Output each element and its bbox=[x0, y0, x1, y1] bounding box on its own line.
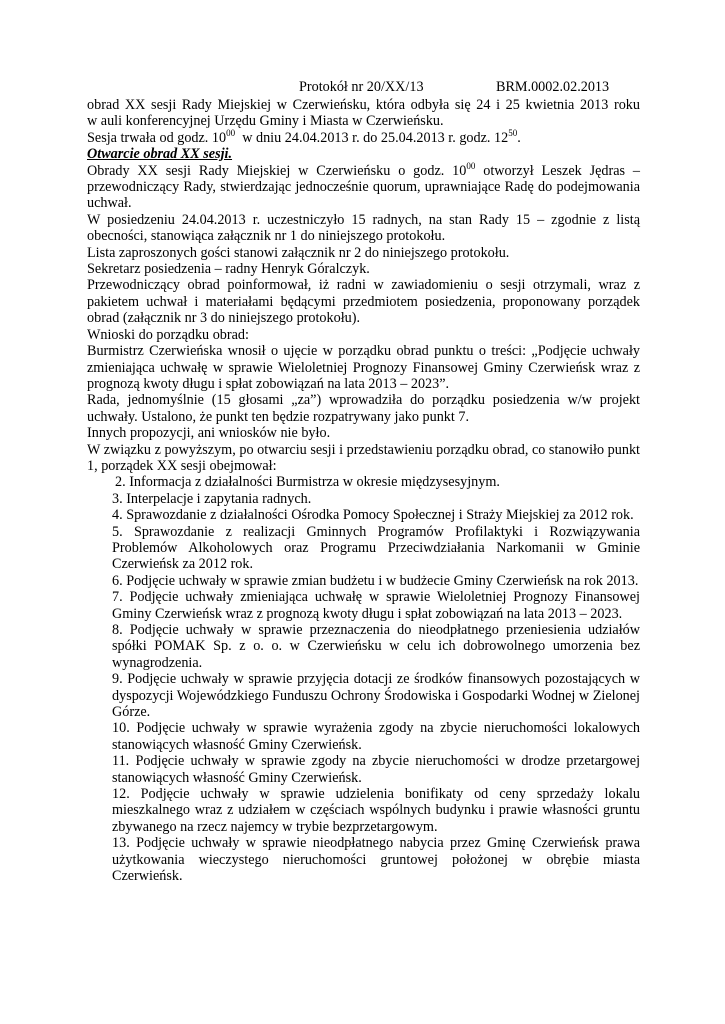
agenda-intro: W związku z powyższym, po otwarciu sesji i przedstawieniu porządku obrad, co stanowiło punkt 1, porządek XX sesji obejmował: bbox=[87, 441, 640, 474]
session-time: Sesja trwała od godz. $10^{00}$ w dniu 24.04.2013 r. do 25.04.2013 r. godz. $12^{50}$. bbox=[87, 127, 521, 146]
council-vote-paragraph: Rada, jednomyślnie (15 głosami „za”) wprowadziła do porządku posiedzenia w/w projekt uchwały. Ustalono, że punkt ten będzie rozpatrywany jako punkt 7. bbox=[87, 392, 640, 425]
agenda-item: 5. Sprawozdanie z realizacji Gminnych Programów Profilaktyki i Rozwiązywania Problemów Alkoholowych oraz Programu Przeciwdziałania Narkomanii w Gminie Czerwieńsk za 2012 rok. bbox=[112, 523, 641, 573]
document-page bbox=[87, 79, 640, 885]
agenda-item: 3. Interpelacje i zapytania radnych. bbox=[112, 490, 312, 507]
agenda-item: 2. Informacja z działalności Burmistrza w okresie międzysesyjnym. bbox=[115, 474, 500, 491]
agenda-item: 8. Podjęcie uchwały w sprawie przeznaczenia do nieodpłatnego przeniesienia udziałów spółki POMAK Sp. z o. o. w Czerwieńsku w celu ich dobrowolnego umorzenia bez wynagrodzenia. bbox=[112, 622, 641, 671]
agenda-item: 4. Sprawozdanie z działalności Ośrodka Pomocy Społecznej i Straży Miejskiej za 2012 rok. bbox=[112, 507, 634, 524]
guests-paragraph: Lista zaproszonych gości stanowi załącznik nr 2 do niniejszego protokołu. bbox=[87, 244, 510, 261]
agenda-item: 9. Podjęcie uchwały w sprawie przyjęcia dotacji ze środków finansowych pozostających w dyspozycji Wojewódzkiego Funduszu Ochrony Środowiska i Gospodarki Wodnej w Zielonej Górze. bbox=[112, 671, 641, 721]
reference-number: BRM.0002.02.2013 bbox=[496, 79, 610, 95]
no-other-motions: Innych propozycji, ani wniosków nie było. bbox=[87, 425, 331, 442]
agenda-item: 10. Podjęcie uchwały w sprawie wyrażenia zgody na zbycie nieruchomości lokalowych stanowiących własność Gminy Czerwieńsk. bbox=[112, 720, 641, 753]
mayor-motion-paragraph: Burmistrz Czerwieńska wnosił o ujęcie w porządku obrad punktu o treści: „Podjęcie uchwały zmieniająca uchwałę w sprawie Wieloletniej Prognozy Finansowej Gminy Czerwieńsk wraz z prognozą kwoty długu i spłat zobowiązań na lata 2013 – 2023”. bbox=[87, 343, 640, 392]
intro-line-1: obrad XX sesji Rady Miejskiej w Czerwieńsku, która odbyła się 24 i 25 kwietnia 2013 roku bbox=[87, 97, 640, 113]
protocol-title: Protokół nr 20/XX/13 bbox=[299, 79, 424, 95]
agenda-item: 7. Podjęcie uchwały zmieniająca uchwałę w sprawie Wieloletniej Prognozy Finansowej Gminy Czerwieńsk wraz z prognozą kwoty długu i spłat zobowiązań na lata 2013 – 2023. bbox=[112, 589, 640, 622]
agenda-item: 11. Podjęcie uchwały w sprawie zgody na zbycie nieruchomości w drodze przetargowej stanowiących własność Gminy Czerwieńsk. bbox=[112, 753, 641, 786]
agenda-item: 12. Podjęcie uchwały w sprawie udzielenia bonifikaty od ceny sprzedaży lokalu mieszkalnego wraz z udziałem w częściach wspólnych budynku i prawie własności gruntu zbywanego na rzecz najemcy w trybie bezprzetargowym. bbox=[112, 786, 640, 835]
section-heading: Otwarcie obrad XX sesji. bbox=[87, 146, 233, 163]
agenda-list bbox=[87, 474, 640, 884]
attendance-paragraph: W posiedzeniu 24.04.2013 r. uczestniczyło 15 radnych, na stan Rady 15 – zgodnie z listą obecności, stanowiąca załącznik nr 1 do niniejszego protokołu. bbox=[87, 211, 640, 245]
agenda-item: 6. Podjęcie uchwały w sprawie zmian budżetu i w budżecie Gminy Czerwieńsk na rok 2013. bbox=[112, 572, 639, 589]
motions-heading: Wnioski do porządku obrad: bbox=[87, 326, 249, 343]
opening-paragraph: Obrady XX sesji Rady Miejskiej w Czerwieńsku o godz. $10^{00}$ otworzył Leszek Jędras – przewodniczący Rady, stwierdzając jednocześnie quorum, uprawniające Radę do podejmowania uchwał. bbox=[87, 160, 640, 212]
secretary-paragraph: Sekretarz posiedzenia – radny Henryk Góralczyk. bbox=[87, 261, 370, 278]
document-header bbox=[87, 79, 640, 97]
agenda-item: 13. Podjęcie uchwały w sprawie nieodpłatnego nabycia przez Gminę Czerwieńsk prawa użytkowania wieczystego nieruchomości gruntowej położonej w obrębie miasta Czerwieńsk. bbox=[112, 835, 640, 885]
chair-info-paragraph: Przewodniczący obrad poinformował, iż radni w zawiadomieniu o sesji otrzymali, wraz z pakietem uchwał i materiałami będącymi przedmiotem posiedzenia, proponowany porządek obrad (załącznik nr 3 do niniejszego protokołu). bbox=[87, 277, 640, 327]
intro-line-2: w auli konferencyjnej Urzędu Gminy i Miasta w Czerwieńsku. bbox=[87, 113, 444, 130]
